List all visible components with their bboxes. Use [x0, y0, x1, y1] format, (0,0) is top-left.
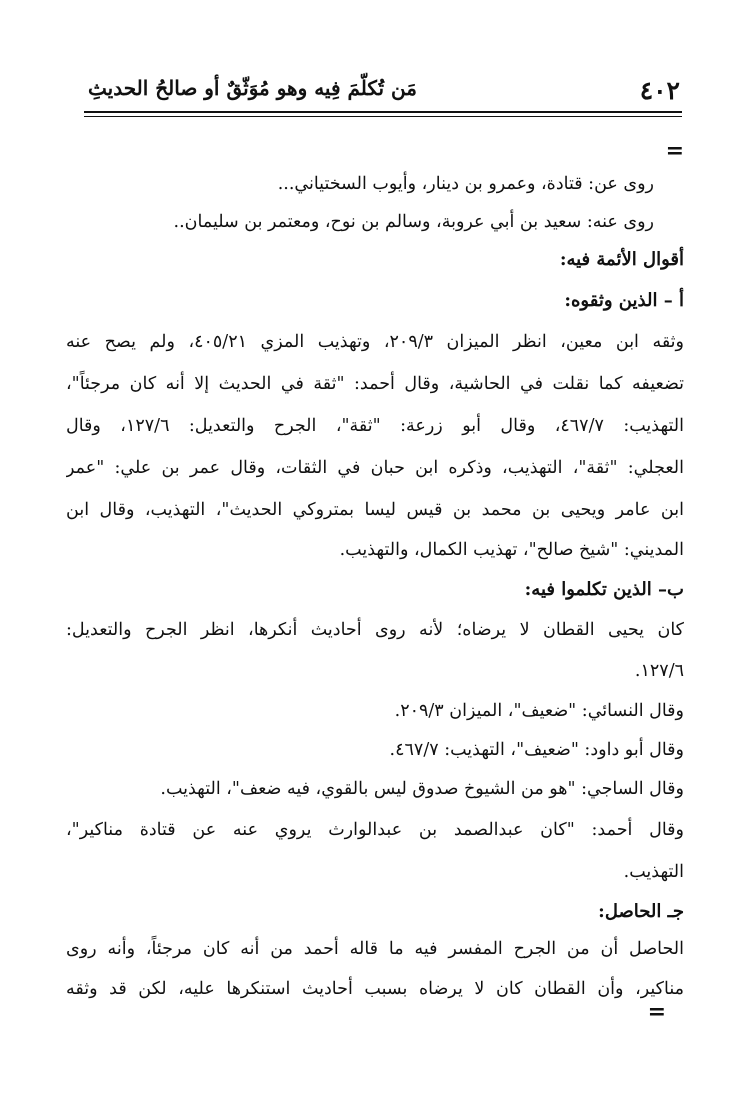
body-line: روى عنه: سعيد بن أبي عروبة، وسالم بن نوح، ومعتمر بن سليمان..	[173, 212, 654, 232]
body-line: المديني: "شيخ صالح"، تهذيب الكمال، والتهذيب.	[339, 540, 684, 560]
running-title: مَن تُكلّمَ فِيه وهو مُوَثّقٌ أو صالحُ الحديثِ	[88, 76, 417, 100]
page-number: ٤٠٢	[639, 76, 680, 105]
body-line: الحاصل أن من الجرح المفسر فيه ما قاله أحمد من أنه كان مرجئاً، وأنه روى	[66, 939, 684, 959]
body-line: وثقه ابن معين، انظر الميزان ٢٠٩/٣، وتهذيب المزي ٤٠٥/٢١، ولم يصح عنه	[66, 332, 684, 352]
body-line: ١٢٧/٦.	[634, 661, 684, 681]
continuation-mark-bottom: =	[647, 999, 666, 1025]
body-line: ابن عامر ويحيى بن محمد بن قيس ليسا بمتروكي الحديث"، التهذيب، وقال ابن	[66, 500, 684, 520]
section-heading: ب– الذين تكلموا فيه:	[524, 579, 684, 600]
header-rule-thin	[84, 116, 682, 117]
section-heading: أ – الذين وثقوه:	[564, 290, 684, 311]
body-line: وقال الساجي: "هو من الشيوخ صدوق ليس بالقوي، فيه ضعف"، التهذيب.	[160, 779, 684, 799]
body-line: وقال النسائي: "ضعيف"، الميزان ٢٠٩/٣.	[394, 701, 684, 721]
body-line: روى عن: قتادة، وعمرو بن دينار، وأيوب السختياني...	[277, 174, 654, 194]
body-line: التهذيب.	[623, 862, 684, 882]
body-line: وقال أبو داود: "ضعيف"، التهذيب: ٤٦٧/٧.	[389, 740, 684, 760]
body-line: وقال أحمد: "كان عبدالصمد بن عبدالوارث يروي عنه عن قتادة مناكير"،	[66, 820, 684, 840]
continuation-mark-top: =	[665, 138, 684, 164]
body-line: التهذيب: ٤٦٧/٧، وقال أبو زرعة: "ثقة"، الجرح والتعديل: ١٢٧/٦، وقال	[66, 416, 684, 436]
body-line: كان يحيى القطان لا يرضاه؛ لأنه روى أحاديث أنكرها، انظر الجرح والتعديل:	[66, 620, 684, 640]
header-rule-thick	[84, 111, 682, 113]
body-line: مناكير، وأن القطان كان لا يرضاه بسبب أحاديث استنكرها عليه، لكن قد وثقه	[66, 979, 684, 999]
section-heading: جـ الحاصل:	[598, 901, 684, 922]
body-line: العجلي: "ثقة"، التهذيب، وذكره ابن حبان في الثقات، وقال عمر بن علي: "عمر	[66, 458, 684, 478]
body-line: تضعيفه كما نقلت في الحاشية، وقال أحمد: "ثقة في الحديث إلا أنه كان مرجئاً"،	[66, 374, 684, 394]
section-heading: أقوال الأئمة فيه:	[559, 249, 684, 270]
